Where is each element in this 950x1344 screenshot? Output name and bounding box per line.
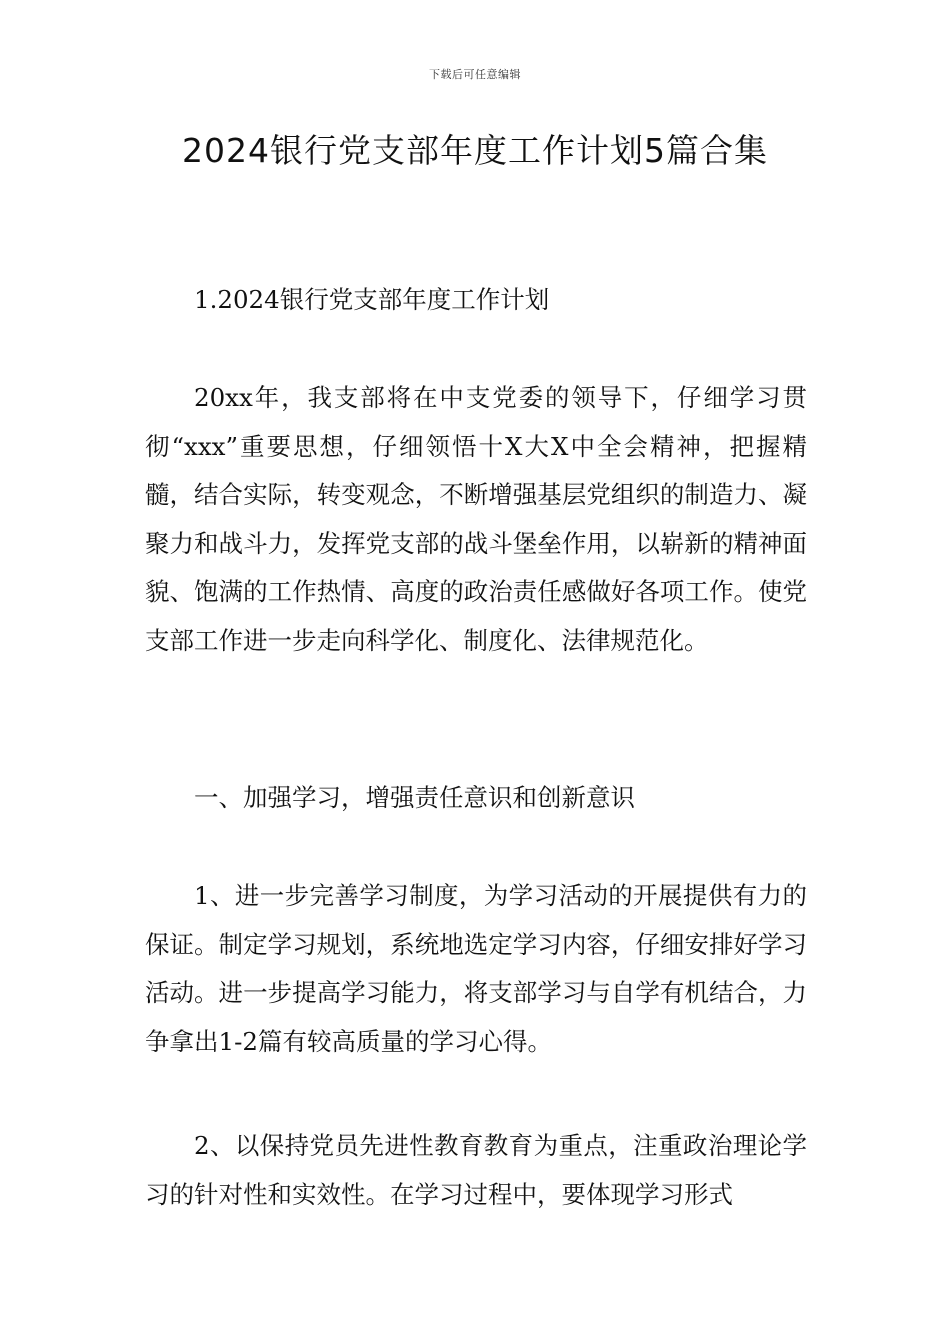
document-title: 2024银行党支部年度工作计划5篇合集 bbox=[182, 131, 768, 170]
section-heading: 一、加强学习，增强责任意识和创新意识 bbox=[194, 783, 635, 812]
item-paragraph-1: 1、进一步完善学习制度，为学习活动的开展提供有力的保证。制定学习规划，系统地选定学习内容，仔细安排好学习活动。进一步提高学习能力，将支部学习与自学有机结合，力争拿出1-2篇有较高质量的学习心得。 bbox=[145, 881, 807, 1056]
item-paragraph-2: 2、以保持党员先进性教育教育为重点，注重政治理论学习的针对性和实效性。在学习过程中，要体现学习形式 bbox=[145, 1131, 807, 1209]
header-note: 下载后可任意编辑 bbox=[429, 68, 521, 81]
section-subtitle: 1.2024银行党支部年度工作计划 bbox=[194, 285, 550, 314]
intro-paragraph: 20xx年，我支部将在中支党委的领导下，仔细学习贯彻“xxx”重要思想，仔细领悟十X大X中全会精神，把握精髓，结合实际，转变观念，不断增强基层党组织的制造力、凝聚力和战斗力，发挥党支部的战斗堡垒作用，以崭新的精神面貌、饱满的工作热情、高度的政治责任感做好各项工作。使党支部工作进一步走向科学化、制度化、法律规范化。 bbox=[145, 383, 807, 655]
